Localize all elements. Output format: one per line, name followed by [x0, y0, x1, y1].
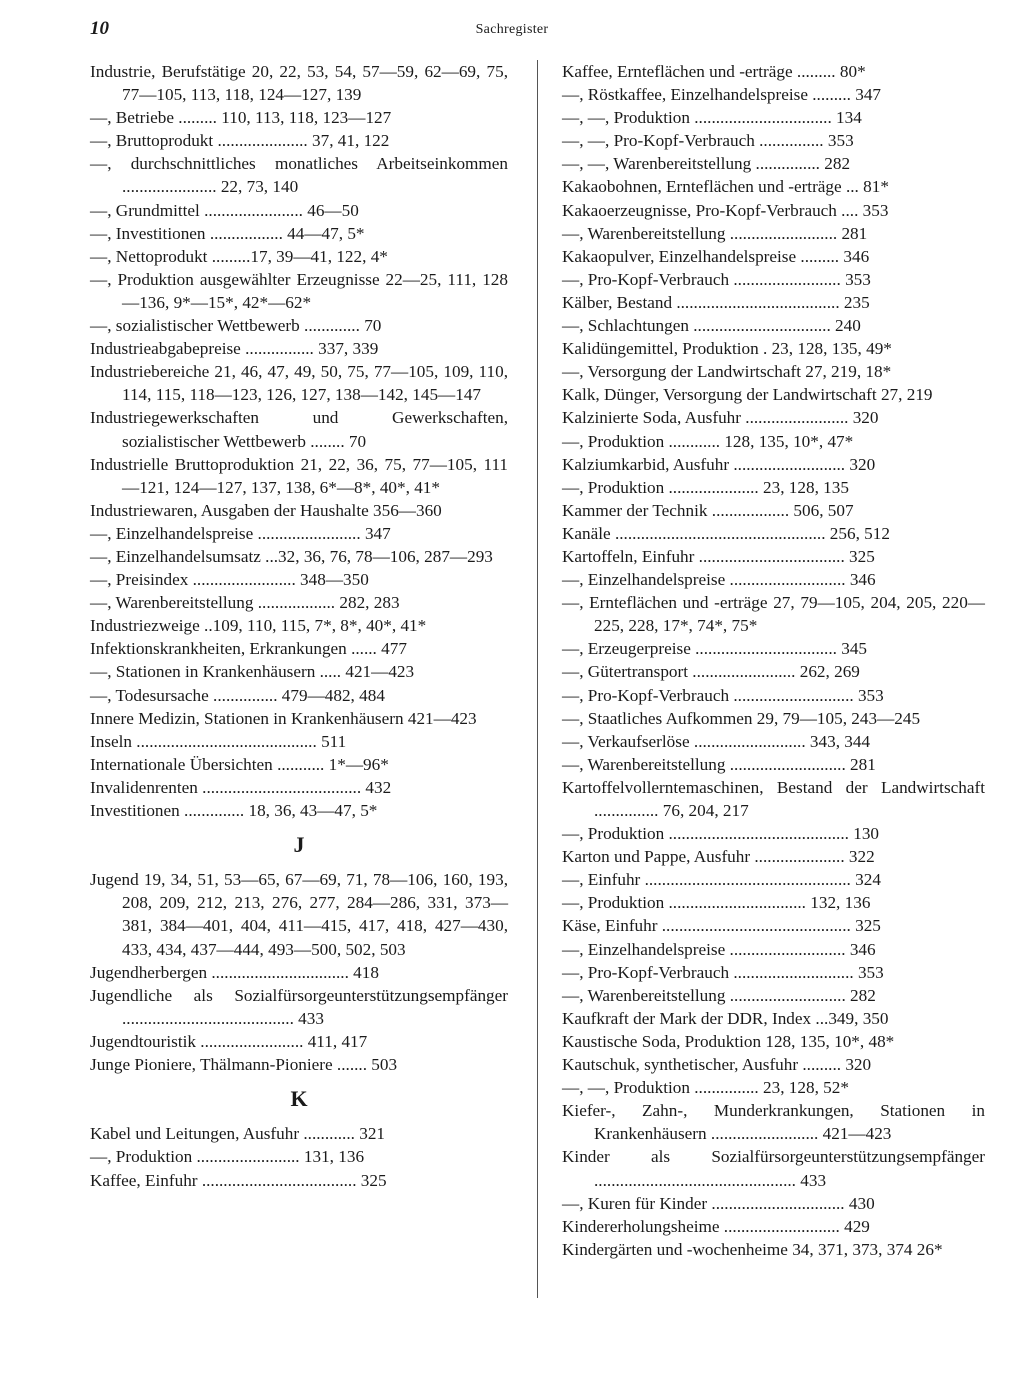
index-entry: —, Produktion ........................ 131, 136	[90, 1147, 365, 1167]
index-entry: Kakaobohnen, Ernteflächen und -erträge ... 81*	[562, 177, 889, 197]
index-entry: Kaufkraft der Mark der DDR, Index ...349, 350	[562, 1008, 889, 1028]
index-entry: Kakaoerzeugnisse, Pro-Kopf-Verbrauch .... 353	[562, 200, 889, 220]
index-entry: —, Produktion ............ 128, 135, 10*, 47*	[562, 431, 854, 451]
index-entry: —, durchschnittliches monatliches Arbeitseinkommen ...................... 22, 73, 140	[90, 154, 508, 197]
index-entry: —, Ernteflächen und -erträge 27, 79—105, 204, 205, 220—225, 228, 17*, 74*, 75*	[562, 593, 985, 636]
index-entry: —, Einzelhandelspreise ........................... 346	[562, 939, 876, 959]
index-entry: —, Gütertransport ........................ 262, 269	[562, 662, 860, 682]
index-entry: Kaffee, Ernteflächen und -erträge ......... 80*	[562, 62, 866, 81]
index-entry: Kindergärten und -wochenheime 34, 371, 373, 374 26*	[562, 1239, 943, 1259]
index-entry: —, —, Pro-Kopf-Verbrauch ............... 353	[562, 131, 854, 151]
index-entry: —, Pro-Kopf-Verbrauch ............................ 353	[562, 685, 884, 705]
index-entry: Kautschuk, synthetischer, Ausfuhr ......... 320	[562, 1055, 872, 1075]
index-column-left	[90, 60, 508, 1192]
index-entry: Kalziumkarbid, Ausfuhr .......................... 320	[562, 454, 876, 474]
index-entry: Kanäle ................................................. 256, 512	[562, 523, 890, 543]
index-entry: —, Schlachtungen ................................ 240	[562, 316, 861, 336]
index-entry: Industrielle Bruttoproduktion 21, 22, 36, 75, 77—105, 111—121, 124—127, 137, 138, 6*—8*, 40*, 41*	[90, 454, 508, 497]
index-entry: Kammer der Technik .................. 506, 507	[562, 500, 854, 520]
index-entry: —, sozialistischer Wettbewerb ............. 70	[90, 316, 382, 336]
section-letter-k: K	[290, 1086, 308, 1112]
index-entry: Jugend 19, 34, 51, 53—65, 67—69, 71, 78—106, 160, 193, 208, 209, 212, 213, 276, 277, 284—286, 331, 373—381, 384—401, 404, 411—415, 417, 418, 427—430, 433, 434, 437—444, 493—500, 502, 503	[90, 870, 508, 959]
index-entry: Inseln .......................................... 511	[90, 731, 347, 751]
index-entry: Investitionen .............. 18, 36, 43—47, 5*	[90, 801, 378, 820]
index-entry: Industriezweige ..109, 110, 115, 7*, 8*, 40*, 41*	[90, 616, 427, 636]
running-title: Sachregister	[475, 22, 549, 37]
index-entry: —, Einzelhandelspreise ........................ 347	[90, 523, 391, 543]
index-entry: Käse, Einfuhr ............................................ 325	[562, 916, 881, 936]
index-entry: Industrie, Berufstätige 20, 22, 53, 54, 57—59, 62—69, 75, 77—105, 113, 118, 124—127, 139	[90, 62, 508, 105]
index-entry: —, —, Produktion ............... 23, 128, 52*	[562, 1078, 849, 1098]
index-entry: Kälber, Bestand ...................................... 235	[562, 292, 870, 312]
column-divider	[537, 60, 538, 1298]
index-entry: —, Warenbereitstellung ........................... 281	[562, 754, 876, 774]
index-entry: Kalk, Dünger, Versorgung der Landwirtschaft 27, 219	[562, 385, 933, 405]
index-entry: —, Einzelhandelspreise ........................... 346	[562, 570, 876, 590]
index-entry: Kiefer-, Zahn-, Munderkrankungen, Stationen in Krankenhäusern ......................... 421—423	[562, 1101, 985, 1144]
index-entry: —, Pro-Kopf-Verbrauch ............................ 353	[562, 962, 884, 982]
index-entry: —, Einfuhr ................................................ 324	[562, 870, 881, 890]
index-entry: Junge Pioniere, Thälmann-Pioniere ....... 503	[90, 1055, 398, 1075]
index-entry: —, Warenbereitstellung ......................... 281	[562, 223, 868, 243]
index-entry: Kalzinierte Soda, Ausfuhr ........................ 320	[562, 408, 879, 428]
index-entry: —, Produktion ................................ 132, 136	[562, 893, 871, 913]
index-entry: Industriebereiche 21, 46, 47, 49, 50, 75, 77—105, 109, 110, 114, 115, 118—123, 126, 127, 138—142, 145—147	[90, 362, 508, 405]
index-entry: —, Versorgung der Landwirtschaft 27, 219, 18*	[562, 362, 892, 382]
index-entry: —, Kuren für Kinder ............................... 430	[562, 1193, 875, 1213]
index-entry: Kaffee, Einfuhr .................................... 325	[90, 1170, 387, 1190]
index-entry: —, Verkaufserlöse .......................... 343, 344	[562, 731, 871, 751]
index-entry: Kinder als Sozialfürsorgeunterstützungsempfänger ............................................... 433	[562, 1147, 985, 1190]
index-entry: —, Grundmittel ....................... 46—50	[90, 200, 359, 220]
index-entry: —, Warenbereitstellung ........................... 282	[562, 985, 876, 1005]
index-entry: Infektionskrankheiten, Erkrankungen ...... 477	[90, 639, 407, 659]
index-entry: Kartoffelvollerntemaschinen, Bestand der Landwirtschaft ............... 76, 204, 217	[562, 777, 985, 820]
index-entry: —, Röstkaffee, Einzelhandelspreise ......... 347	[562, 85, 882, 105]
index-entry: —, Produktion ..................... 23, 128, 135	[562, 477, 849, 497]
index-entry: —, Nettoprodukt .........17, 39—41, 122, 4*	[90, 246, 388, 266]
index-entry: —, Betriebe ......... 110, 113, 118, 123—127	[90, 108, 392, 128]
index-entry: Jugendliche als Sozialfürsorgeunterstützungsempfänger ........................................ 433	[90, 985, 508, 1028]
index-entry: Invalidenrenten ..................................... 432	[90, 777, 392, 797]
index-entry: —, Staatliches Aufkommen 29, 79—105, 243—245	[562, 708, 921, 728]
index-entry: Kartoffeln, Einfuhr .................................. 325	[562, 546, 875, 566]
index-entry: Industriewaren, Ausgaben der Haushalte 356—360	[90, 500, 442, 520]
index-entry: —, Warenbereitstellung .................. 282, 283	[90, 593, 400, 613]
index-entry: —, Todesursache ............... 479—482, 484	[90, 685, 385, 705]
index-entry: Kabel und Leitungen, Ausfuhr ............ 321	[90, 1124, 386, 1144]
index-entry: —, Produktion .......................................... 130	[562, 824, 880, 844]
index-entry: Kalidüngemittel, Produktion . 23, 128, 135, 49*	[562, 339, 892, 359]
index-entry: —, Produktion ausgewählter Erzeugnisse 22—25, 111, 128—136, 9*—15*, 42*—62*	[90, 269, 508, 312]
index-entry: Innere Medizin, Stationen in Krankenhäusern 421—423	[90, 708, 477, 728]
index-entry: —, Bruttoprodukt ..................... 37, 41, 122	[90, 131, 390, 151]
index-entry: Jugendtouristik ........................ 411, 417	[90, 1031, 368, 1051]
index-entry: Karton und Pappe, Ausfuhr ..................... 322	[562, 847, 875, 867]
index-entry: —, Preisindex ........................ 348—350	[90, 570, 369, 590]
index-entry: Kindererholungsheime ........................... 429	[562, 1216, 870, 1236]
index-entry: —, Erzeugerpreise ................................. 345	[562, 639, 868, 659]
index-entry: —, Investitionen ................. 44—47, 5*	[90, 223, 365, 243]
index-entry: —, —, Warenbereitstellung ............... 282	[562, 154, 851, 174]
index-entry: —, Einzelhandelsumsatz ...32, 36, 76, 78—106, 287—293	[90, 546, 493, 566]
index-column-right	[562, 60, 985, 1261]
index-entry: Internationale Übersichten ........... 1*—96*	[90, 754, 389, 774]
index-entry: Industrieabgabepreise ................ 337, 339	[90, 339, 379, 359]
index-entry: Kaustische Soda, Produktion 128, 135, 10*, 48*	[562, 1031, 895, 1051]
index-entry: —, Stationen in Krankenhäusern ..... 421—423	[90, 662, 415, 682]
index-entry: —, —, Produktion ................................ 134	[562, 108, 862, 128]
page-number: 10	[90, 18, 109, 39]
index-entry: Kakaopulver, Einzelhandelspreise ......... 346	[562, 246, 870, 266]
index-entry: —, Pro-Kopf-Verbrauch ......................... 353	[562, 269, 871, 289]
section-letter-j: J	[293, 832, 305, 858]
index-entry: Industriegewerkschaften und Gewerkschaften, sozialistischer Wettbewerb ........ 70	[90, 408, 508, 451]
index-entry: Jugendherbergen ................................ 418	[90, 962, 379, 982]
